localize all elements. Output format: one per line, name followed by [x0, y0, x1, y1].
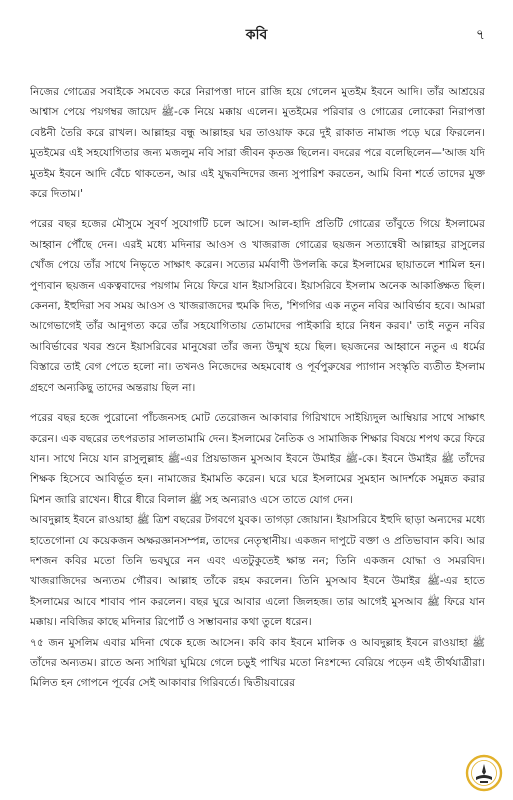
body-text	[30, 82, 485, 782]
running-title: কবি	[245, 27, 268, 43]
paragraph-5: ৭৫ জন মুসলিম এবার মদিনা থেকে হজে আসেন। কবি কাব ইবনে মালিক ও আবদুল্লাহ ইবনে রাওয়াহা ﷺ তাঁদের অন্যতম। রাতে অন্য সাথিরা ঘুমিয়ে গেলে চড়ুই পাখির মতো নিঃশব্দ্যে বেরিয়ে পড়েন এই তীর্থযাত্রীরা। মিলিত হন গোপনে পূর্বের সেই আকাবার গিরিবর্তে। দ্বিতীয়বারের	[30, 636, 485, 690]
paragraph-3: পরের বছর হজে পুরোনো পাঁচজনসহ মোট তেরোজন আকাবার গিরিখাদে সাইয়্যিদুল আম্বিয়ার সাথে সাক্ষাৎ করেন। এক বছরের তৎপরতার সালতামামি দেন। ইসলামের নৈতিক ও সামাজিক শিক্ষার বিষয়ে শপথ করে ফিরে যান। সাথে নিয়ে যান রাসুলুল্লাহ ﷺ-এর প্রিয়ভাজন মুসআব ইবনে উমাইর ﷺ-কে। ইবনে উমাইর ﷺ তাঁদের শিক্ষক হিসেবে আবির্ভূত হন। নামাজের ইমামতি করেন। ঘরে ঘরে ইসলামের সুমহান আদর্শকে সমুন্নত করার মিশন জারি রাখেন। ধীরে ধীরে বিলাল ﷺ সহ অন্যরাও এসে তাতে যোগ দেন।	[30, 412, 485, 506]
page-number: ৭	[475, 27, 485, 43]
paragraph-4: আবদুল্লাহ ইবনে রাওয়াহা ﷺ ত্রিশ বছরের টগবগে যুবক। তাগড়া জোয়ান। ইয়াসরিবে ইহুদি ছাড়া অন্যদের মধ্যে হাতেগোনা যে কয়েকজন অক্ষরজ্ঞানসম্পন্ন, তাদের নেতৃস্থানীয়। একজন দাপুটে বক্তা ও প্রতিভাবান কবি। আর দশজন কবির মতো তিনি ভবঘুরে নন এবং এতটুকুতেই ক্ষান্ত নন; তিনি একজন যোদ্ধা ও সমরবিদ। খাজরাজিদের অন্যতম গৌরব। আল্লাহ তাঁকে রহম করলেন। তিনি মুসআব ইবনে উমাইর ﷺ-এর হাতে ইসলামের আবে শাবাব পান করলেন। বছর ঘুরে আবার এলো জিলহজ। তার আগেই মুসআব ﷺ ফিরে যান মক্কায়। নবিজির কাছে মদিনার রিপোর্ট ও সম্ভাবনার কথা তুলে ধরেন।	[30, 514, 485, 629]
running-header	[0, 24, 513, 46]
paragraph-2: পরের বছর হজের মৌসুমে সুবর্ণ সুযোগটি চলে আসে। আল-হাদি প্রতিটি গোত্রের তাঁবুতে গিয়ে ইসলামের আহ্বান পৌঁছে দেন। এরই মধ্যে মদিনার আওস ও খাজরাজ গোত্রের ছয়জন সত্যান্বেষী আল্লাহর রাসুলের খোঁজ পেয়ে তাঁর সাথে নিভৃতে সাক্ষাৎ করেন। সত্যের মর্মবাণী উপলব্ধি করে ইসলামের ছায়াতলে শামিল হন। পুণ্যবান ছয়জন একত্ববাদের পয়গাম নিয়ে ফিরে যান ইয়াসরিবে। ইয়াসরিবে ইসলাম অনেক আকাঙ্ক্ষিত ছিল। কেননা, ইহুদিরা সব সময় আওস ও খাজরাজদের হুমকি দিত, 'শিগগির এক নতুন নবির আবির্ভাব হবে। আমরা আগেভাগেই তাঁর আনুগত্য করে তাঁর সহযোগিতায় তোমাদের পাইকারি হারে নিধন করব।' তাই নতুন নবির আবির্ভাবের খবর শুনে ইয়াসরিবের মানুষেরা তাঁর জন্য উন্মুখ হয়ে ছিল। ছয়জনের আহ্বানে নতুন এ ধর্মের বিস্তারে তাই বেগ পেতে হলো না। তখনও নিজেদের অহমবোধ ও পূর্বপুরুষের প্যাগান সংস্কৃতি ব্যতীত ইসলাম গ্রহণে অন্যকিছু তাদের অন্তরায় ছিল না।	[30, 218, 485, 394]
paragraph-1: নিজের গোত্রের সবাইকে সমবেত করে নিরাপত্তা দানে রাজি হয়ে গেলেন মুতইম ইবনে আদি। তাঁর আশ্রয়ের আশ্বাস পেয়ে পয়গম্বর জায়েদ ﷺ-কে নিয়ে মক্কায় এলেন। মুতইমের পরিবার ও গোত্রের লোকেরা নিরাপত্তা বেষ্টনী তৈরি করে রাখল। আল্লাহর বন্ধু আল্লাহর ঘর তাওয়াফ করে দুই রাকাত নামাজ পড়ে ঘরে ফিরলেন। মুতইমের এই সহযোগিতার জন্য মজলুম নবি সারা জীবন কৃতজ্ঞ ছিলেন। বদরের পরে বলেছিলেন—'আজ যদি মুতইম ইবনে আদি বেঁচে থাকতেন, আর এই যুদ্ধবন্দিদের জন্য সুপারিশ করতেন, আমি বিনা শর্তে তাদের মুক্ত করে দিতাম।'	[30, 86, 485, 201]
publisher-logo-icon	[465, 754, 503, 792]
